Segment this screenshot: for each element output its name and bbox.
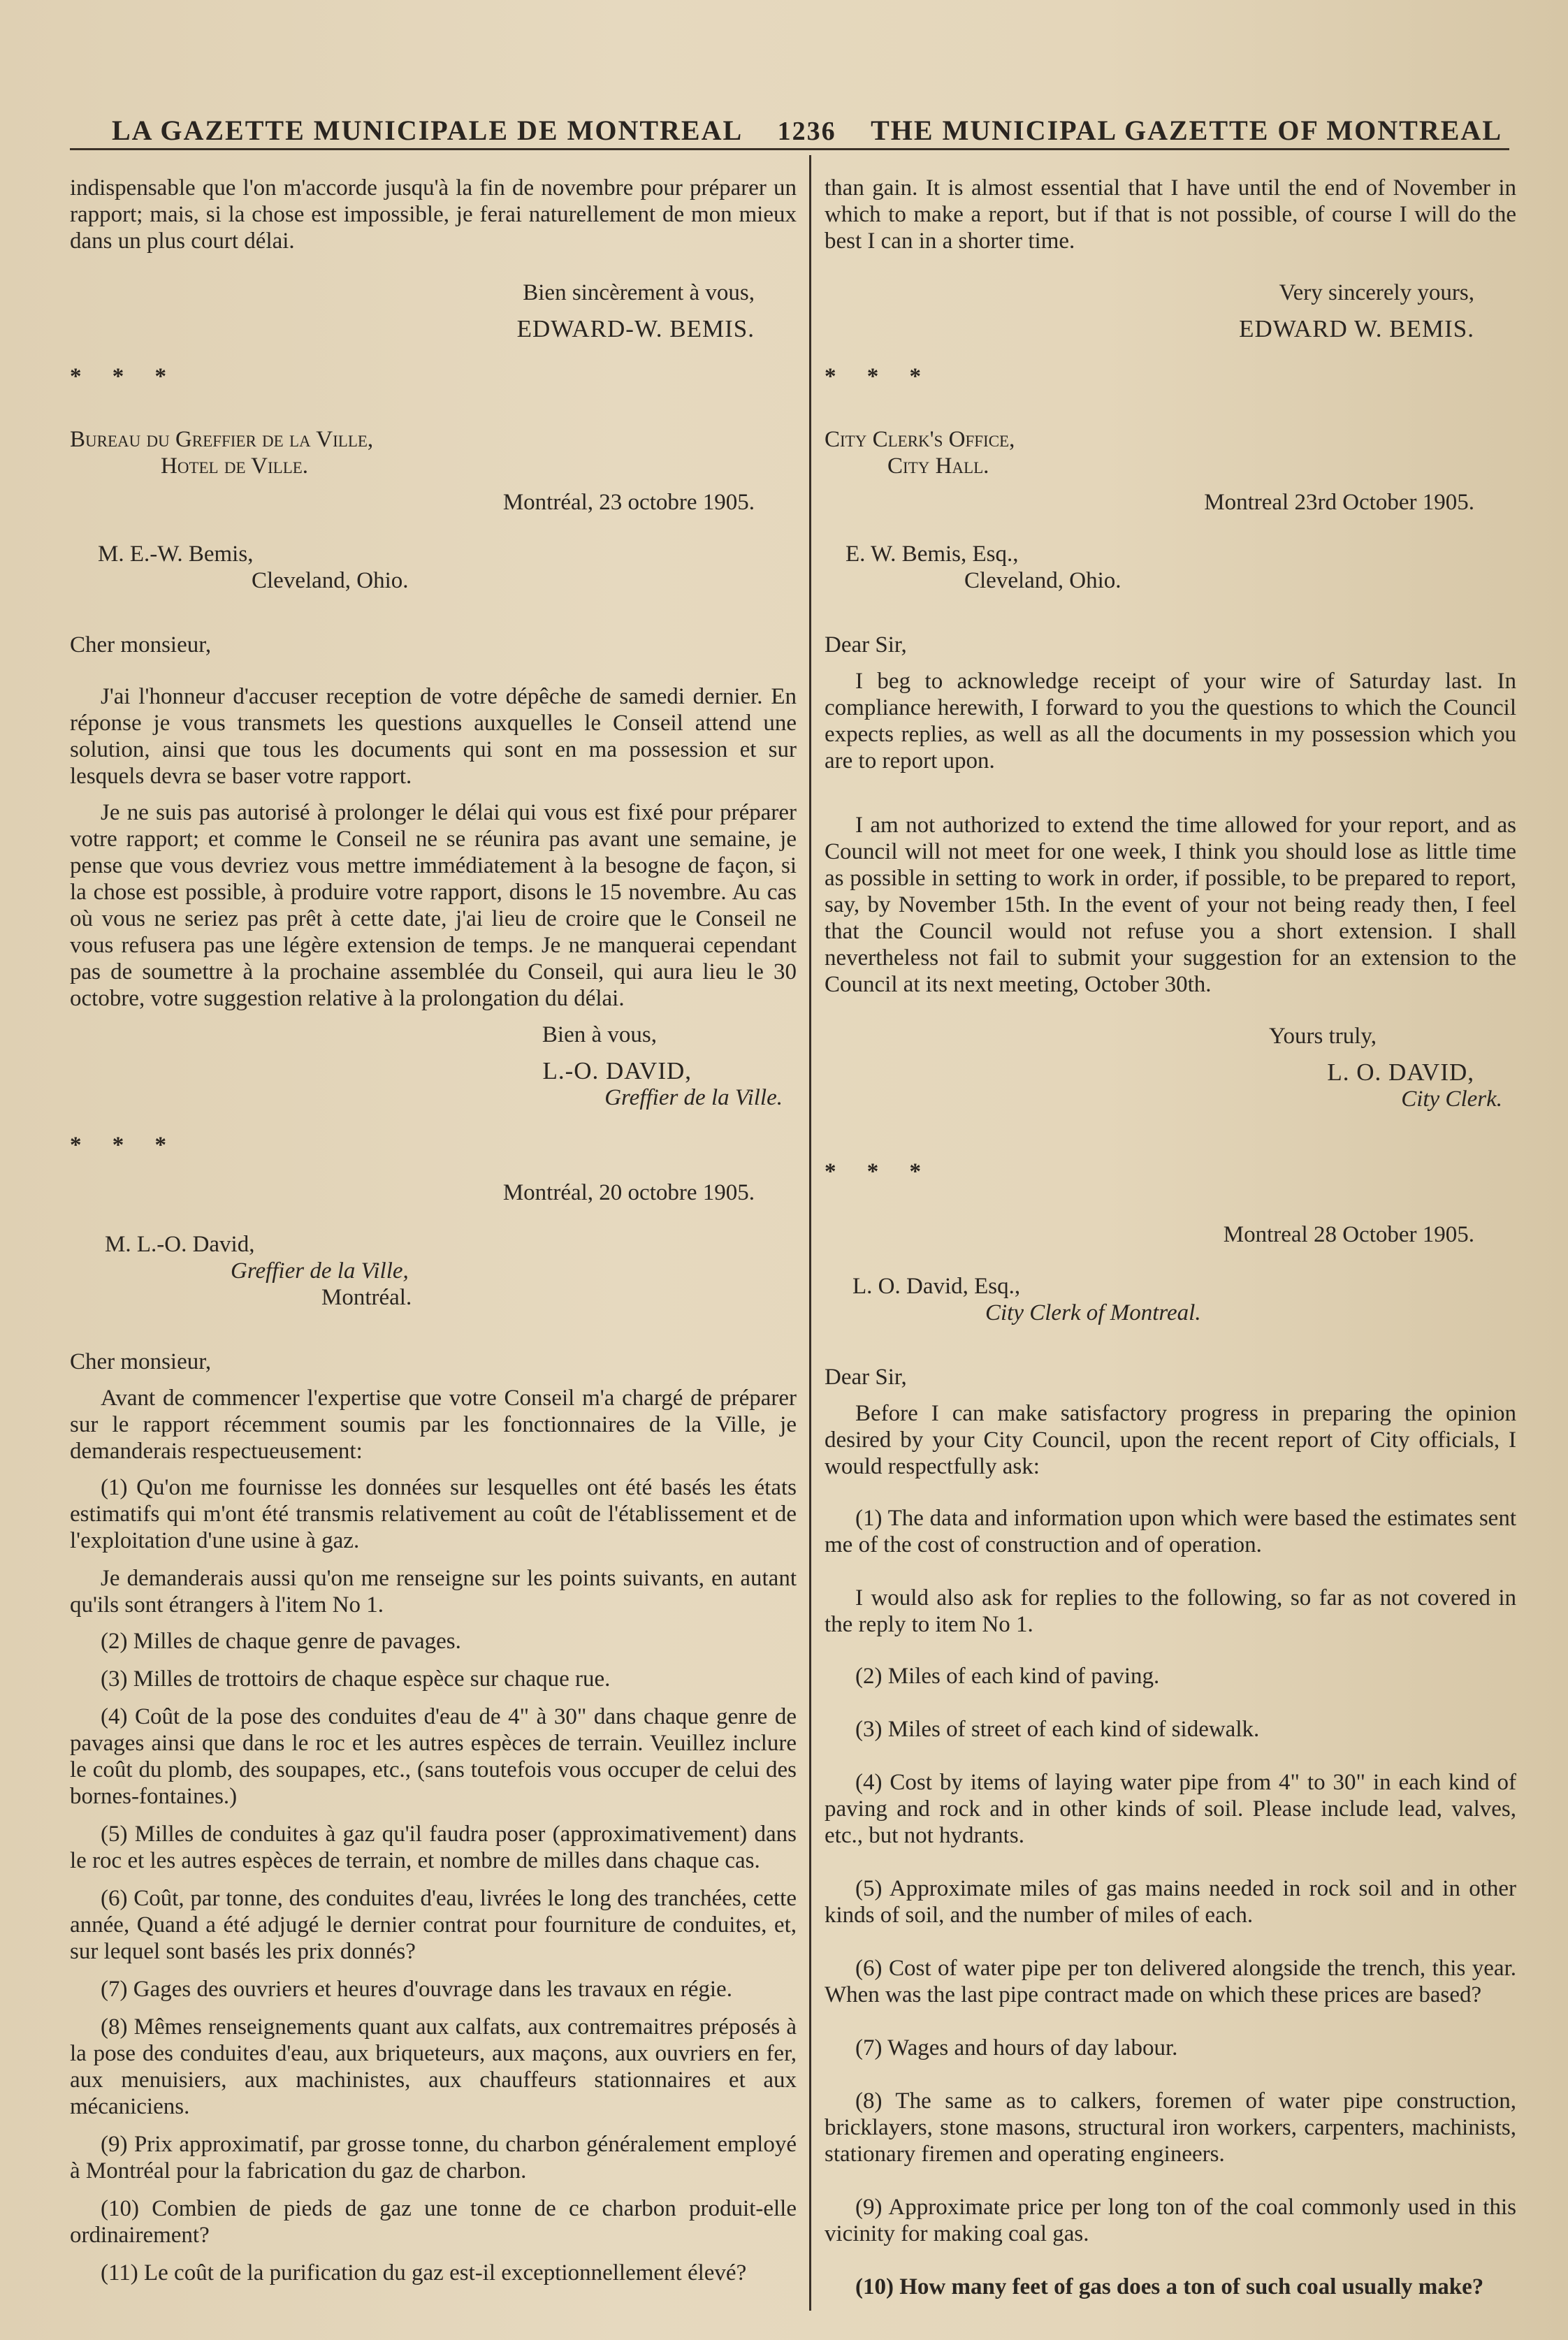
english-closing-1: Very sincerely yours, [1279,280,1474,305]
french-signature-1: EDWARD-W. BEMIS. [516,315,755,342]
english-addressee-2-line-2: City Clerk of Montreal. [985,1300,1201,1325]
english-list-item: (10) How many feet of gas does a ton of such coal usually make? [855,2274,1484,2299]
page-header [112,84,1502,147]
french-list-item: (3) Milles de trottoirs de chaque espèce sur chaque rue. [101,1666,611,1692]
french-list-item: (6) Coût, par tonne, des conduites d'eau, livrées le long des tranchées, cette année, Quand a été adjugé le dernier contrat pour fourniture de conduites, et, sur lequel sont basés les prix donnés? [70,1886,797,1964]
english-signature-2: L. O. DAVID, [1327,1059,1474,1086]
french-closing-1: Bien sincèrement à vous, [523,280,755,305]
french-closing-2: Bien à vous, [542,1022,657,1047]
french-addressee-2-line-2: Greffier de la Ville, [231,1258,409,1284]
english-addressee-1-line-1: E. W. Bemis, Esq., [845,542,1019,567]
french-salutation-2: Cher monsieur, [70,1349,212,1374]
french-list-item: (7) Gages des ouvriers et heures d'ouvrage dans les travaux en régie. [101,1977,732,2002]
english-list-item: (5) Approximate miles of gas mains needed in rock soil and in other kinds of soil, and the number of miles of each. [825,1876,1516,1928]
french-list-item: (8) Mêmes renseignements quant aux calfats, aux contremaitres préposés à la pose des conduites d'eau, aux briqueteurs, aux maçons, aux ouvriers en fer, aux menuisiers, aux machinistes, aux chauffeurs stationnaires et aux mécaniciens. [70,2014,797,2119]
column-divider [809,155,811,2311]
french-list-item: (9) Prix approximatif, par grosse tonne, du charbon généralement employé à Montréal pour la fabrication du gaz de charbon. [70,2132,797,2183]
french-reply-paragraph-1: J'ai l'honneur d'accuser reception de votre dépêche de samedi dernier. En réponse je vous transmets les questions auxquelles le Conseil attend une solution, ainsi que tous les documents qui sont en ma possession et sur lesquels devra se baser votre rapport. [70,684,797,789]
english-reply-paragraph-1: I beg to acknowledge receipt of your wire of Saturday last. In compliance herewith, I forward to you the questions to which the Council expects replies, as well as all the documents in my possession which you are to report upon. [825,669,1516,773]
english-date-1: Montreal 23rd October 1905. [1204,490,1474,515]
french-addressee-2-line-3: Montréal. [321,1285,412,1310]
french-list-item: (2) Milles de chaque genre de pavages. [101,1629,461,1654]
header-title-french: LA GAZETTE MUNICIPALE DE MONTREAL [112,115,743,146]
french-also-paragraph: Je demanderais aussi qu'on me renseigne sur les points suivants, en autant qu'ils sont étrangers à l'item No 1. [70,1566,797,1618]
french-list-item: (4) Coût de la pose des conduites d'eau de 4" à 30" dans chaque genre de pavages ainsi que dans le roc et les autres espèces de terrain. Veuillez inclure le coût du plomb, des soupapes, etc., (sans toutefois vous occuper de celui des bornes-fontaines.) [70,1704,797,1809]
english-signature-1: EDWARD W. BEMIS. [1239,315,1474,342]
english-list-item: (6) Cost of water pipe per ton delivered alongside the trench, this year. When was the last pipe contract made on which these prices are based? [825,1956,1516,2007]
section-separator: * * * [70,1133,179,1158]
french-date-2: Montréal, 20 octobre 1905. [502,1180,755,1205]
header-title-english: THE MUNICIPAL GAZETTE OF MONTREAL [871,115,1502,146]
english-list-item: (1) The data and information upon which were based the estimates sent me of the cost of construction and of operation. [825,1506,1516,1557]
english-reply-paragraph-2: I am not authorized to extend the time allowed for your report, and as Council will not meet for one week, I think you should lose as little time as possible in setting to work in order, if possible, to be prepared to report, say, by November 15th. In the event of your not being ready then, I feel that the Council would not refuse you a short extension. I shall nevertheless not fail to submit your suggestion for an extension to the Council at its next meeting, October 30th. [825,813,1516,997]
english-also-paragraph: I would also ask for replies to the following, so far as not covered in the reply to item No 1. [825,1585,1516,1637]
english-signature-2-title: City Clerk. [1401,1087,1502,1112]
french-list-item: (5) Milles de conduites à gaz qu'il faudra poser (approximativement) dans le roc et les autres espèces de terrain, et nombre de milles dans chaque cas. [70,1822,797,1873]
english-list-item: (8) The same as to calkers, foremen of water pipe construction, bricklayers, stone masons, structural iron workers, carpenters, machinists, stationary firemen and operating engineers. [825,2088,1516,2167]
english-list-item: (2) Miles of each kind of paving. [855,1664,1160,1689]
english-request-paragraph: Before I can make satisfactory progress in preparing the opinion desired by your City Council, upon the recent report of City officials, I would respectfully ask: [825,1401,1516,1479]
header-rule [70,148,1509,150]
french-request-paragraph: Avant de commencer l'expertise que votre Conseil m'a chargé de préparer sur le rapport récemment soumis par les fonctionnaires de la Ville, je demanderais respectueusement: [70,1386,797,1464]
section-separator: * * * [825,364,934,389]
english-column [825,175,1516,2311]
french-date-1: Montréal, 23 octobre 1905. [502,490,755,515]
french-addressee-1-line-1: M. E.-W. Bemis, [98,542,254,567]
english-intro-paragraph: than gain. It is almost essential that I have until the end of November in which to make a report, but if that is not possible, of course I will do the best I can in a shorter time. [825,175,1516,254]
english-list-item: (3) Miles of street of each kind of sidewalk. [855,1717,1260,1742]
english-list-item: (7) Wages and hours of day labour. [855,2035,1178,2061]
french-signature-2-title: Greffier de la Ville. [604,1085,783,1110]
english-list-item: (9) Approximate price per long ton of the coal commonly used in this vicinity for making coal gas. [825,2195,1516,2246]
french-list-item: (11) Le coût de la purification du gaz est-il exceptionnellement élevé? [101,2260,747,2286]
french-column [70,175,797,2297]
english-date-2: Montreal 28 October 1905. [1223,1222,1474,1247]
english-addressee-1-line-2: Cleveland, Ohio. [964,568,1121,593]
french-list-item: (10) Combien de pieds de gaz une tonne de ce charbon produit-elle ordinairement? [70,2196,797,2248]
english-list-item: (4) Cost by items of laying water pipe from 4" to 30" in each kind of paving and rock and in other kinds of soil. Please include lead, valves, etc., but not hydrants. [825,1770,1516,1848]
french-addressee-2-line-1: M. L.-O. David, [105,1232,255,1257]
french-office-line-2: Hotel de Ville. [161,453,309,479]
french-list-item: (1) Qu'on me fournisse les données sur lesquelles ont été basés les états estimatifs qui m'ont été transmis relativement au coût de l'établissement et de l'exploitation d'une usine à gaz. [70,1475,797,1553]
french-salutation-1: Cher monsieur, [70,632,212,657]
english-office-line-2: City Hall. [887,453,989,479]
english-office-line-1: City Clerk's Office, [825,427,1015,452]
french-reply-paragraph-2: Je ne suis pas autorisé à prolonger le délai qui vous est fixé pour préparer votre rapport; et comme le Conseil ne se réunira pas avant une semaine, je pense que vous devriez vous mettre immédiatement à la besogne de façon, si la chose est possible, à produire votre rapport, disons le 15 novembre. Au cas où vous ne seriez pas prêt à cette date, j'ai lieu de croire que le Conseil ne vous refusera pas une légère extension de temps. Je ne manquerai cependant pas de soumettre à la prochaine assemblée du Conseil, qui aura lieu le 30 octobre, votre suggestion relative à la prolongation du délai. [70,800,797,1011]
french-addressee-1-line-2: Cleveland, Ohio. [252,568,409,593]
french-office-line-1: Bureau du Greffier de la Ville, [70,427,374,452]
section-separator: * * * [70,364,179,389]
french-signature-2: L.-O. DAVID, [542,1057,692,1084]
english-salutation-2: Dear Sir, [825,1365,907,1390]
english-salutation-1: Dear Sir, [825,632,907,657]
french-intro-paragraph: indispensable que l'on m'accorde jusqu'à la fin de novembre pour préparer un rapport; mais, si la chose est impossible, je ferai naturellement de mon mieux dans un plus court délai. [70,175,797,254]
section-separator: * * * [825,1159,934,1184]
english-closing-2: Yours truly, [1268,1024,1377,1049]
english-addressee-2-line-1: L. O. David, Esq., [852,1274,1021,1299]
page-number: 1236 [777,117,836,146]
